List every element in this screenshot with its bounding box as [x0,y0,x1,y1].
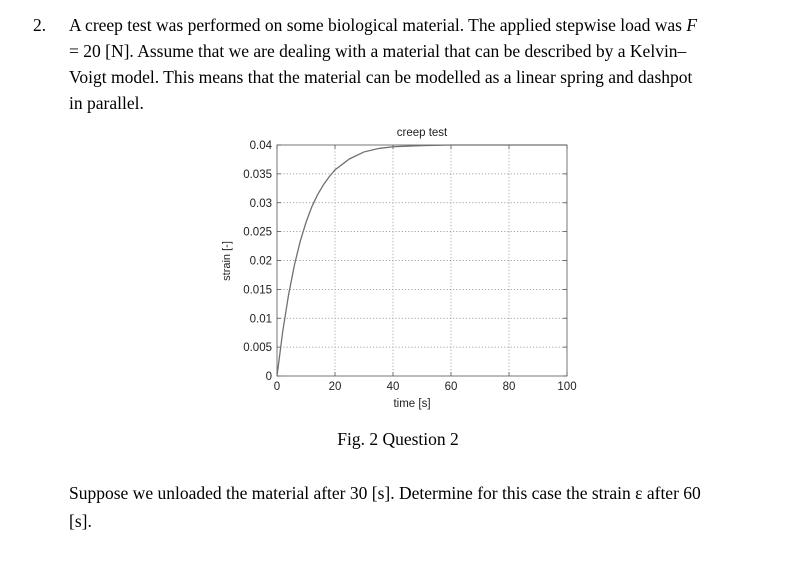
creep-test-figure [195,118,615,418]
question-line-1-text: A creep test was performed on some biological material. The applied stepwise load was [69,15,687,35]
figure-caption [0,428,792,450]
y-tick-label: 0.03 [249,197,272,210]
figure-caption-text: Fig. 2 Question 2 [337,429,459,449]
load-symbol: F [686,15,698,35]
y-tick-label: 0.025 [243,226,272,239]
x-tick-label: 20 [328,381,342,393]
y-tick-label: 0.035 [243,168,272,181]
x-tick-label: 0 [273,381,281,393]
y-tick-label: 0.01 [249,313,272,326]
question-text [69,12,749,116]
chart-title: creep test [396,127,448,139]
question-line-1 [69,12,749,38]
y-tick-label: 0.04 [249,140,272,152]
grid-layer [277,145,567,376]
followup-line-2: [s]. [69,511,92,531]
x-tick-label: 40 [386,381,400,393]
question-line-2: = 20 [N]. Assume that we are dealing with a material that can be described by a Kelvin– [69,41,687,61]
x-tick-label: 100 [557,381,577,393]
x-tick-label: 60 [444,381,458,393]
question-line-3: Voigt model. This means that the material can be modelled as a linear spring and dashpot [69,67,693,87]
y-tick-label: 0.02 [249,255,272,268]
x-tick-label: 80 [502,381,516,393]
y-tick-label: 0.015 [243,284,272,297]
tick-layer [243,140,576,393]
followup-line-1: Suppose we unloaded the material after 30 [s]. Determine for this case the strain ε after 60 [69,483,701,503]
y-axis-label: strain [-] [221,241,233,281]
y-tick-label: 0 [265,371,272,383]
y-tick-label: 0.005 [243,342,272,355]
creep-test-chart [195,118,615,418]
x-axis-label: time [s] [393,398,431,410]
question-number: 2. [33,15,47,35]
followup-question [69,479,759,535]
question-line-4: in parallel. [69,93,144,113]
